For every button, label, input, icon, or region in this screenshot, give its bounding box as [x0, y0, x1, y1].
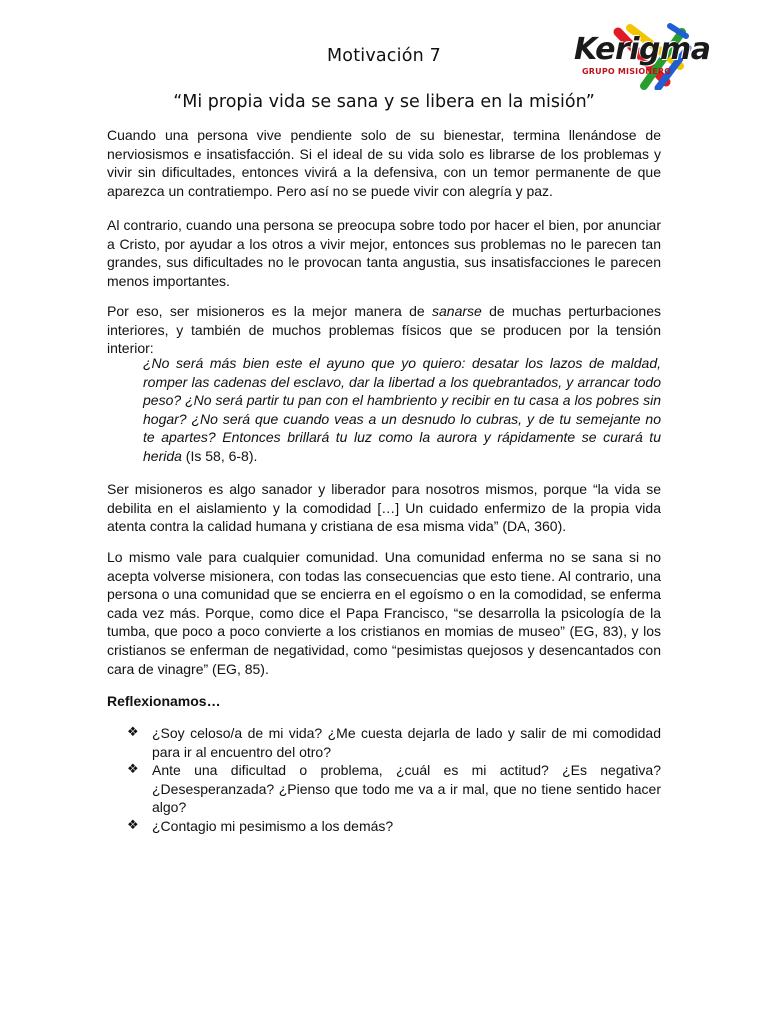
- page-subtitle: “Mi propia vida se sana y se libera en la misión”: [173, 92, 595, 112]
- paragraph-3-part-a: Por eso, ser misioneros es la mejor manera de: [107, 303, 433, 319]
- paragraph-3-part-b: de muchas perturbaciones interiores, y también de muchos problemas físicos que se producen por la tensión interior:: [107, 303, 662, 357]
- quote-text: ¿No será más bien este el ayuno que yo quiero: desatar los lazos de maldad, romper las cadenas del esclavo, dar la libertad a los quebrantados, y arrancar todo peso? ¿No será partir tu pan con el hambriento y recibir en tu casa a los pobres sin hogar? ¿No será que cuando veas a un desnudo lo cubras, y de tu semejante no te apartes? Entonces brillará tu luz como la aurora y rápidamente se curará tu herida: [143, 355, 661, 464]
- quote-reference: (Is 58, 6-8).: [181, 447, 258, 464]
- list-item-text: Ante una dificultad o problema, ¿cuál es mi actitud? ¿Es negativa? ¿Desesperanzada? ¿Pienso que todo me va a ir mal, que no tiene sentido hacer algo?: [152, 762, 661, 816]
- paragraph-3-emphasis: sanarse: [432, 303, 482, 319]
- list-item-text: ¿Contagio mi pesimismo a los demás?: [152, 817, 394, 834]
- list-item: [107, 724, 661, 761]
- paragraph-3: [107, 302, 661, 358]
- paragraph-2-text: Al contrario, cuando una persona se preocupa sobre todo por hacer el bien, por anunciar a Cristo, por ayudar a los otros a vivir mejor, entonces sus problemas no le parecen tan grandes, sus dificultades no le provocan tanta angustia, sus insatisfacciones le parecen menos importantes.: [107, 217, 661, 289]
- paragraph-3-text: [107, 302, 661, 358]
- list-item: [107, 817, 661, 836]
- paragraph-1: [107, 126, 661, 200]
- paragraph-5: [107, 548, 661, 678]
- paragraph-4-text: Ser misioneros es algo sanador y liberador para nosotros mismos, porque “la vida se debilita en el aislamiento y la comodidad […] Un cuidado enfermizo de la propia vida atenta contra la calidad humana y cristiana de esa misma vida” (DA, 360).: [107, 481, 661, 535]
- reflection-heading: Reflexionamos…: [107, 693, 221, 709]
- kerigma-logo: [570, 22, 711, 90]
- page-title: Motivación 7: [327, 46, 441, 66]
- list-item: [107, 761, 661, 817]
- paragraph-5-text: Lo mismo vale para cualquier comunidad. Una comunidad enferma no se sana si no acepta volverse misionera, con todas las consecuencias que esto tiene. Al contrario, una persona o una comunidad que se encierra en el egoísmo o en la comodidad, se enferma cada vez más. Porque, como dice el Papa Francisco, “se desarrolla la psicología de la tumba, que poco a poco convierte a los cristianos en momias de museo” (EG, 83), y los cristianos se enferman de negatividad, como “pesimistas quejosos y desencantados con cara de vinagre” (EG, 85).: [107, 549, 661, 677]
- reflection-list: [107, 724, 661, 836]
- paragraph-1-text: Cuando una persona vive pendiente solo de su bienestar, termina llenándose de nerviosismos e insatisfacción. Si el ideal de su vida solo es librarse de los problemas y vivir sin dificultades, entonces vivirá a la defensiva, con un temor permanente de que aparezca un contratiempo. Pero así no se puede vivir con alegría y paz.: [107, 127, 661, 199]
- list-item-text: ¿Soy celoso/a de mi vida? ¿Me cuesta dejarla de lado y salir de mi comodidad para ir al encuentro del otro?: [152, 725, 661, 760]
- scripture-quote: [143, 354, 661, 466]
- paragraph-2: [107, 216, 661, 290]
- diamond-bullet-icon: ❖: [127, 762, 139, 778]
- logo-wordmark: Kerigma: [574, 32, 711, 67]
- diamond-bullet-icon: ❖: [127, 817, 139, 833]
- diamond-bullet-icon: ❖: [127, 725, 139, 740]
- paragraph-4: [107, 480, 661, 536]
- logo-subtitle: GRUPO MISIONERO: [582, 67, 672, 76]
